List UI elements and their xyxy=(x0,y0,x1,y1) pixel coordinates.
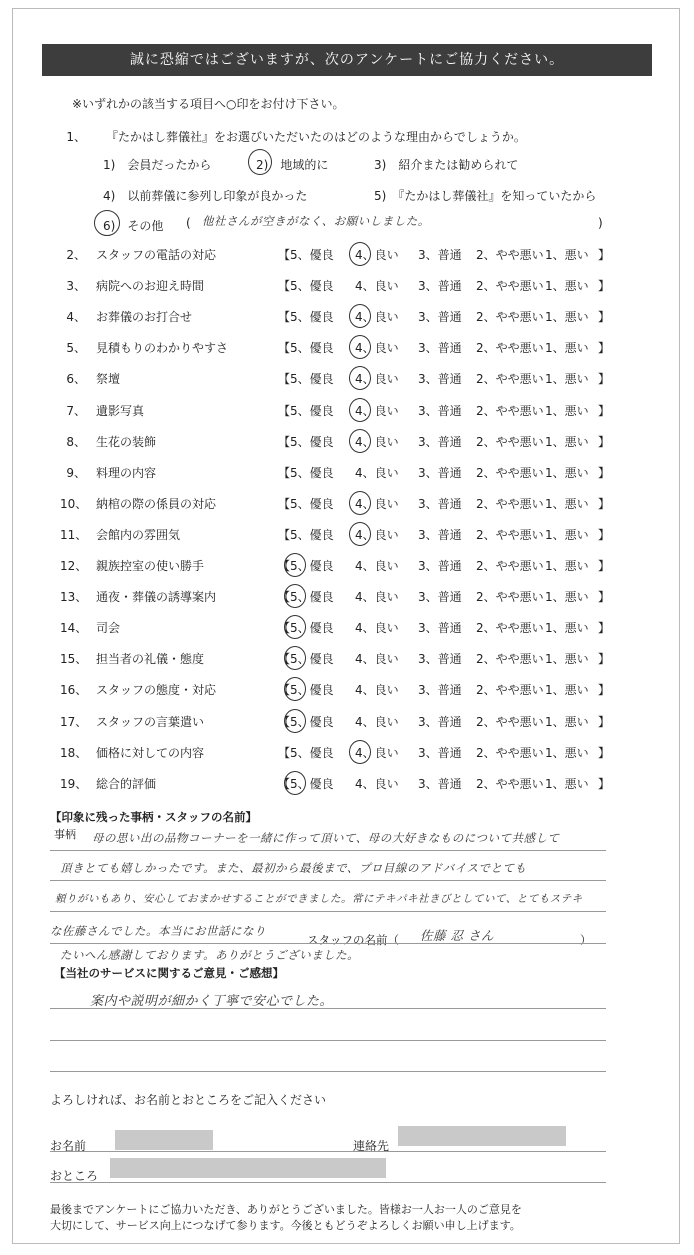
rating-option-2[interactable]: 2、やや悪い xyxy=(476,652,544,666)
question-label: 祭壇 xyxy=(96,372,121,386)
question-label: 担当者の礼儀・態度 xyxy=(96,652,205,666)
answer-circle-mark xyxy=(349,429,371,453)
rating-option-4[interactable]: 4、良い xyxy=(355,497,399,511)
rating-bracket: 】 xyxy=(598,435,611,449)
rating-option-5[interactable]: 5、優良 xyxy=(290,497,334,511)
rating-option-3[interactable]: 3、普通 xyxy=(418,310,462,324)
opinion-rule-2 xyxy=(50,1040,606,1041)
rating-option-1[interactable]: 1、悪い xyxy=(545,559,589,573)
rating-bracket: 】 xyxy=(598,683,611,697)
rating-bracket: 【 xyxy=(278,590,291,604)
question-label: スタッフの言葉遣い xyxy=(96,715,205,729)
question-label: 料理の内容 xyxy=(96,466,157,480)
rating-bracket: 】 xyxy=(598,559,611,573)
question-number: 9、 xyxy=(66,466,86,480)
instruction-text: ※いずれかの該当する項目へ○印をお付け下さい。 xyxy=(72,97,345,111)
rating-option-4[interactable]: 4、良い xyxy=(355,683,399,697)
rating-option-5[interactable]: 5、優良 xyxy=(290,528,334,542)
question-number: 14、 xyxy=(60,621,88,635)
question-number: 4、 xyxy=(66,310,86,324)
q1-option-4[interactable]: 4) 以前葬儀に参列し印象が良かった xyxy=(103,189,308,203)
rating-option-5[interactable]: 5、優良 xyxy=(290,652,334,666)
rating-option-3[interactable]: 3、普通 xyxy=(418,746,462,760)
question-number: 18、 xyxy=(60,746,88,760)
answer-circle-mark xyxy=(284,771,306,795)
rating-option-3[interactable]: 3、普通 xyxy=(418,279,462,293)
rating-option-5[interactable]: 5、優良 xyxy=(290,341,334,355)
impression-rule-4 xyxy=(50,943,606,944)
staff-name-close: ） xyxy=(580,933,592,947)
rating-bracket: 【 xyxy=(278,621,291,635)
rating-option-2[interactable]: 2、やや悪い xyxy=(476,621,544,635)
rating-bracket: 】 xyxy=(598,248,611,262)
rating-option-4[interactable]: 4、良い xyxy=(355,746,399,760)
rating-option-5[interactable]: 5、優良 xyxy=(290,435,334,449)
rating-option-5[interactable]: 5、優良 xyxy=(290,590,334,604)
opinion-rule-3 xyxy=(50,1071,606,1072)
footer-line-2: 大切にして、サービス向上につなげて参ります。今後ともどうぞよろしくお願い申し上げます。 xyxy=(50,1219,521,1232)
rating-bracket: 】 xyxy=(598,715,611,729)
question-label: 通夜・葬儀の誘導案内 xyxy=(96,590,217,604)
rating-option-3[interactable]: 3、普通 xyxy=(418,372,462,386)
question-label: 司会 xyxy=(96,621,121,635)
question-number: 7、 xyxy=(66,404,86,418)
rating-option-1[interactable]: 1、悪い xyxy=(545,746,589,760)
rating-option-1[interactable]: 1、悪い xyxy=(545,497,589,511)
rating-option-1[interactable]: 1、悪い xyxy=(545,621,589,635)
rating-option-3[interactable]: 3、普通 xyxy=(418,777,462,791)
rating-option-5[interactable]: 5、優良 xyxy=(290,466,334,480)
opinion-handwritten: 案内や説明が細かく丁寧で安心でした。 xyxy=(90,994,334,1009)
rating-option-2[interactable]: 2、やや悪い xyxy=(476,372,544,386)
rating-bracket: 【 xyxy=(278,248,291,262)
rating-bracket: 】 xyxy=(598,466,611,480)
question-label: スタッフの態度・対応 xyxy=(96,683,217,697)
rating-option-3[interactable]: 3、普通 xyxy=(418,528,462,542)
question-label: スタッフの電話の対応 xyxy=(96,248,217,262)
rating-option-3[interactable]: 3、普通 xyxy=(418,559,462,573)
rating-option-2[interactable]: 2、やや悪い xyxy=(476,683,544,697)
question-label: 総合的評価 xyxy=(96,777,157,791)
rating-bracket: 】 xyxy=(598,404,611,418)
rating-option-2[interactable]: 2、やや悪い xyxy=(476,528,544,542)
impression-rule-2 xyxy=(50,880,606,881)
q1-option-6-paren-open: ( xyxy=(186,216,191,230)
rating-option-1[interactable]: 1、悪い xyxy=(545,310,589,324)
impression-rule-1 xyxy=(50,850,606,851)
answer-circle-mark xyxy=(349,366,371,390)
impression-line-1: 母の思い出の品物コーナーを一緒に作って頂いて、母の大好きなものについて共感して xyxy=(92,831,560,845)
rating-bracket: 【 xyxy=(278,435,291,449)
rating-option-5[interactable]: 5、優良 xyxy=(290,279,334,293)
rating-option-1[interactable]: 1、悪い xyxy=(545,683,589,697)
rating-option-5[interactable]: 5、優良 xyxy=(290,746,334,760)
question-number: 6、 xyxy=(66,372,86,386)
rating-option-5[interactable]: 5、優良 xyxy=(290,715,334,729)
question-label: 生花の装飾 xyxy=(96,435,157,449)
question-number: 5、 xyxy=(66,341,86,355)
opinion-heading: 【当社のサービスに関するご意見・ご感想】 xyxy=(54,966,284,980)
rating-option-4[interactable]: 4、良い xyxy=(355,777,399,791)
rating-option-4[interactable]: 4、良い xyxy=(355,528,399,542)
rating-option-3[interactable]: 3、普通 xyxy=(418,341,462,355)
impression-line-5: たいへん感謝しております。ありがとうございました。 xyxy=(60,948,360,962)
rating-option-4[interactable]: 4、良い xyxy=(355,590,399,604)
question-label: お葬儀のお打合せ xyxy=(96,310,193,324)
answer-circle-mark xyxy=(284,646,306,670)
rating-bracket: 【 xyxy=(278,746,291,760)
rating-bracket: 【 xyxy=(278,528,291,542)
staff-name-label: スタッフの名前（ xyxy=(307,933,399,947)
q1-option-6-circle-mark xyxy=(94,210,120,236)
rating-option-4[interactable]: 4、良い xyxy=(355,248,399,262)
name-field-redacted[interactable] xyxy=(115,1130,213,1150)
impression-line-2: 頂きとても嬉しかったです。また、最初から最後まで、プロ目線のアドバイスでとても xyxy=(60,861,527,875)
rating-option-2[interactable]: 2、やや悪い xyxy=(476,404,544,418)
q1-option-5[interactable]: 5) 『たかはし葬儀社』を知っていたから xyxy=(374,189,597,203)
header-banner: 誠に恐縮ではございますが、次のアンケートにご協力ください。 xyxy=(42,44,652,76)
rating-bracket: 【 xyxy=(278,559,291,573)
question-label: 会館内の雰囲気 xyxy=(96,528,181,542)
answer-circle-mark xyxy=(349,242,371,266)
q1-text: 『たかはし葬儀社』をお選びいただいたのはどのような理由からでしょうか。 xyxy=(106,130,526,144)
q1-option-2-circle-mark xyxy=(248,149,272,175)
rating-bracket: 】 xyxy=(598,497,611,511)
address-label: おところ xyxy=(50,1169,99,1183)
rating-bracket: 】 xyxy=(598,652,611,666)
rating-option-5[interactable]: 5、優良 xyxy=(290,310,334,324)
rating-option-5[interactable]: 5、優良 xyxy=(290,559,334,573)
question-number: 2、 xyxy=(66,248,86,262)
question-number: 17、 xyxy=(60,715,88,729)
question-number: 19、 xyxy=(60,777,88,791)
rating-option-4[interactable]: 4、良い xyxy=(355,341,399,355)
answer-circle-mark xyxy=(349,740,371,764)
rating-bracket: 【 xyxy=(278,683,291,697)
rating-option-1[interactable]: 1、悪い xyxy=(545,404,589,418)
rating-option-1[interactable]: 1、悪い xyxy=(545,466,589,480)
rating-option-3[interactable]: 3、普通 xyxy=(418,683,462,697)
q1-option-3[interactable]: 3) 紹介または勧められて xyxy=(374,158,519,172)
address-field-redacted[interactable] xyxy=(110,1158,386,1178)
question-label: 納棺の際の係員の対応 xyxy=(96,497,217,511)
rating-option-1[interactable]: 1、悪い xyxy=(545,715,589,729)
rating-option-2[interactable]: 2、やや悪い xyxy=(476,466,544,480)
rating-bracket: 】 xyxy=(598,279,611,293)
question-label: 価格に対しての内容 xyxy=(96,746,205,760)
question-number: 15、 xyxy=(60,652,88,666)
rating-option-2[interactable]: 2、やや悪い xyxy=(476,590,544,604)
rating-bracket: 】 xyxy=(598,372,611,386)
q1-option-2[interactable]: 2) 地域的に xyxy=(256,158,329,172)
answer-circle-mark xyxy=(349,335,371,359)
rating-option-2[interactable]: 2、やや悪い xyxy=(476,777,544,791)
rating-option-1[interactable]: 1、悪い xyxy=(545,435,589,449)
rating-option-1[interactable]: 1、悪い xyxy=(545,777,589,791)
rating-option-3[interactable]: 3、普通 xyxy=(418,715,462,729)
rating-option-5[interactable]: 5、優良 xyxy=(290,404,334,418)
question-label: 親族控室の使い勝手 xyxy=(96,559,205,573)
rating-option-4[interactable]: 4、良い xyxy=(355,279,399,293)
rating-bracket: 】 xyxy=(598,590,611,604)
rating-option-1[interactable]: 1、悪い xyxy=(545,590,589,604)
question-number: 12、 xyxy=(60,559,88,573)
rating-option-2[interactable]: 2、やや悪い xyxy=(476,497,544,511)
rating-option-1[interactable]: 1、悪い xyxy=(545,528,589,542)
answer-circle-mark xyxy=(284,584,306,608)
rating-option-2[interactable]: 2、やや悪い xyxy=(476,435,544,449)
answer-circle-mark xyxy=(349,398,371,422)
rating-option-3[interactable]: 3、普通 xyxy=(418,404,462,418)
rating-option-3[interactable]: 3、普通 xyxy=(418,466,462,480)
rating-option-2[interactable]: 2、やや悪い xyxy=(476,310,544,324)
rating-option-4[interactable]: 4、良い xyxy=(355,404,399,418)
rating-bracket: 【 xyxy=(278,404,291,418)
rating-bracket: 【 xyxy=(278,310,291,324)
phone-label: 連絡先 xyxy=(353,1139,390,1153)
rating-option-4[interactable]: 4、良い xyxy=(355,652,399,666)
q1-option-6[interactable]: 6) その他 xyxy=(103,219,164,233)
rating-bracket: 【 xyxy=(278,372,291,386)
question-number: 11、 xyxy=(60,528,88,542)
impression-heading: 【印象に残った事柄・スタッフの名前】 xyxy=(50,810,257,824)
rating-option-2[interactable]: 2、やや悪い xyxy=(476,715,544,729)
rating-option-4[interactable]: 4、良い xyxy=(355,372,399,386)
rating-bracket: 【 xyxy=(278,341,291,355)
rating-option-4[interactable]: 4、良い xyxy=(355,559,399,573)
contact-rule-2 xyxy=(50,1182,606,1183)
rating-bracket: 【 xyxy=(278,715,291,729)
rating-bracket: 】 xyxy=(598,341,611,355)
question-label: 遺影写真 xyxy=(96,404,145,418)
phone-field-redacted[interactable] xyxy=(398,1126,566,1146)
answer-circle-mark xyxy=(349,491,371,515)
rating-option-4[interactable]: 4、良い xyxy=(355,715,399,729)
answer-circle-mark xyxy=(349,304,371,328)
question-number: 13、 xyxy=(60,590,88,604)
rating-option-3[interactable]: 3、普通 xyxy=(418,497,462,511)
rating-bracket: 】 xyxy=(598,310,611,324)
rating-bracket: 【 xyxy=(278,279,291,293)
footer-line-1: 最後までアンケートにご協力いただき、ありがとうございました。皆様お一人お一人のご意見を xyxy=(50,1203,522,1216)
rating-option-3[interactable]: 3、普通 xyxy=(418,435,462,449)
rating-bracket: 】 xyxy=(598,621,611,635)
answer-circle-mark xyxy=(349,522,371,546)
question-label: 病院へのお迎え時間 xyxy=(96,279,205,293)
rating-bracket: 【 xyxy=(278,777,291,791)
rating-bracket: 【 xyxy=(278,497,291,511)
opinion-rule-1 xyxy=(50,1008,606,1009)
rating-option-5[interactable]: 5、優良 xyxy=(290,683,334,697)
contact-rule-1 xyxy=(50,1151,606,1152)
question-number: 3、 xyxy=(66,279,86,293)
impression-line-3: 頼りがいもあり、安心しておまかせすることができました。常にテキパキ社きびとしていて、とてもステキ xyxy=(55,893,583,905)
impression-rule-3 xyxy=(50,911,606,912)
rating-option-5[interactable]: 5、優良 xyxy=(290,248,334,262)
answer-circle-mark xyxy=(284,553,306,577)
rating-option-3[interactable]: 3、普通 xyxy=(418,248,462,262)
rating-option-1[interactable]: 1、悪い xyxy=(545,372,589,386)
rating-bracket: 【 xyxy=(278,652,291,666)
rating-option-5[interactable]: 5、優良 xyxy=(290,372,334,386)
rating-option-4[interactable]: 4、良い xyxy=(355,621,399,635)
question-number: 16、 xyxy=(60,683,88,697)
answer-circle-mark xyxy=(284,615,306,639)
rating-option-3[interactable]: 3、普通 xyxy=(418,590,462,604)
rating-option-3[interactable]: 3、普通 xyxy=(418,652,462,666)
rating-option-1[interactable]: 1、悪い xyxy=(545,248,589,262)
rating-option-5[interactable]: 5、優良 xyxy=(290,777,334,791)
rating-option-5[interactable]: 5、優良 xyxy=(290,621,334,635)
q1-option-1[interactable]: 1) 会員だったから xyxy=(103,158,212,172)
impression-subheading: 事柄 xyxy=(54,828,76,841)
q1-option-6-paren-close: ) xyxy=(598,216,603,230)
rating-option-3[interactable]: 3、普通 xyxy=(418,621,462,635)
rating-bracket: 【 xyxy=(278,466,291,480)
staff-name-value: 佐藤 忍 さん xyxy=(420,928,494,943)
rating-option-4[interactable]: 4、良い xyxy=(355,310,399,324)
q1-option-6-handwritten: 他社さんが空きがなく、お願いしました。 xyxy=(202,214,430,228)
answer-circle-mark xyxy=(284,709,306,733)
name-label: お名前 xyxy=(50,1139,87,1153)
rating-option-2[interactable]: 2、やや悪い xyxy=(476,248,544,262)
rating-option-2[interactable]: 2、やや悪い xyxy=(476,559,544,573)
rating-bracket: 】 xyxy=(598,746,611,760)
q1-number: 1、 xyxy=(66,130,86,144)
rating-option-2[interactable]: 2、やや悪い xyxy=(476,341,544,355)
question-label: 見積もりのわかりやすさ xyxy=(96,341,229,355)
contact-prompt: よろしければ、お名前とおところをご記入ください xyxy=(50,1093,327,1107)
rating-option-2[interactable]: 2、やや悪い xyxy=(476,279,544,293)
rating-option-1[interactable]: 1、悪い xyxy=(545,341,589,355)
rating-option-2[interactable]: 2、やや悪い xyxy=(476,746,544,760)
rating-bracket: 】 xyxy=(598,777,611,791)
rating-option-1[interactable]: 1、悪い xyxy=(545,652,589,666)
rating-option-4[interactable]: 4、良い xyxy=(355,466,399,480)
question-number: 10、 xyxy=(60,497,88,511)
answer-circle-mark xyxy=(284,677,306,701)
rating-option-1[interactable]: 1、悪い xyxy=(545,279,589,293)
impression-line-4: な佐藤さんでした。本当にお世話になり xyxy=(50,924,266,938)
rating-option-4[interactable]: 4、良い xyxy=(355,435,399,449)
rating-bracket: 】 xyxy=(598,528,611,542)
question-number: 8、 xyxy=(66,435,86,449)
